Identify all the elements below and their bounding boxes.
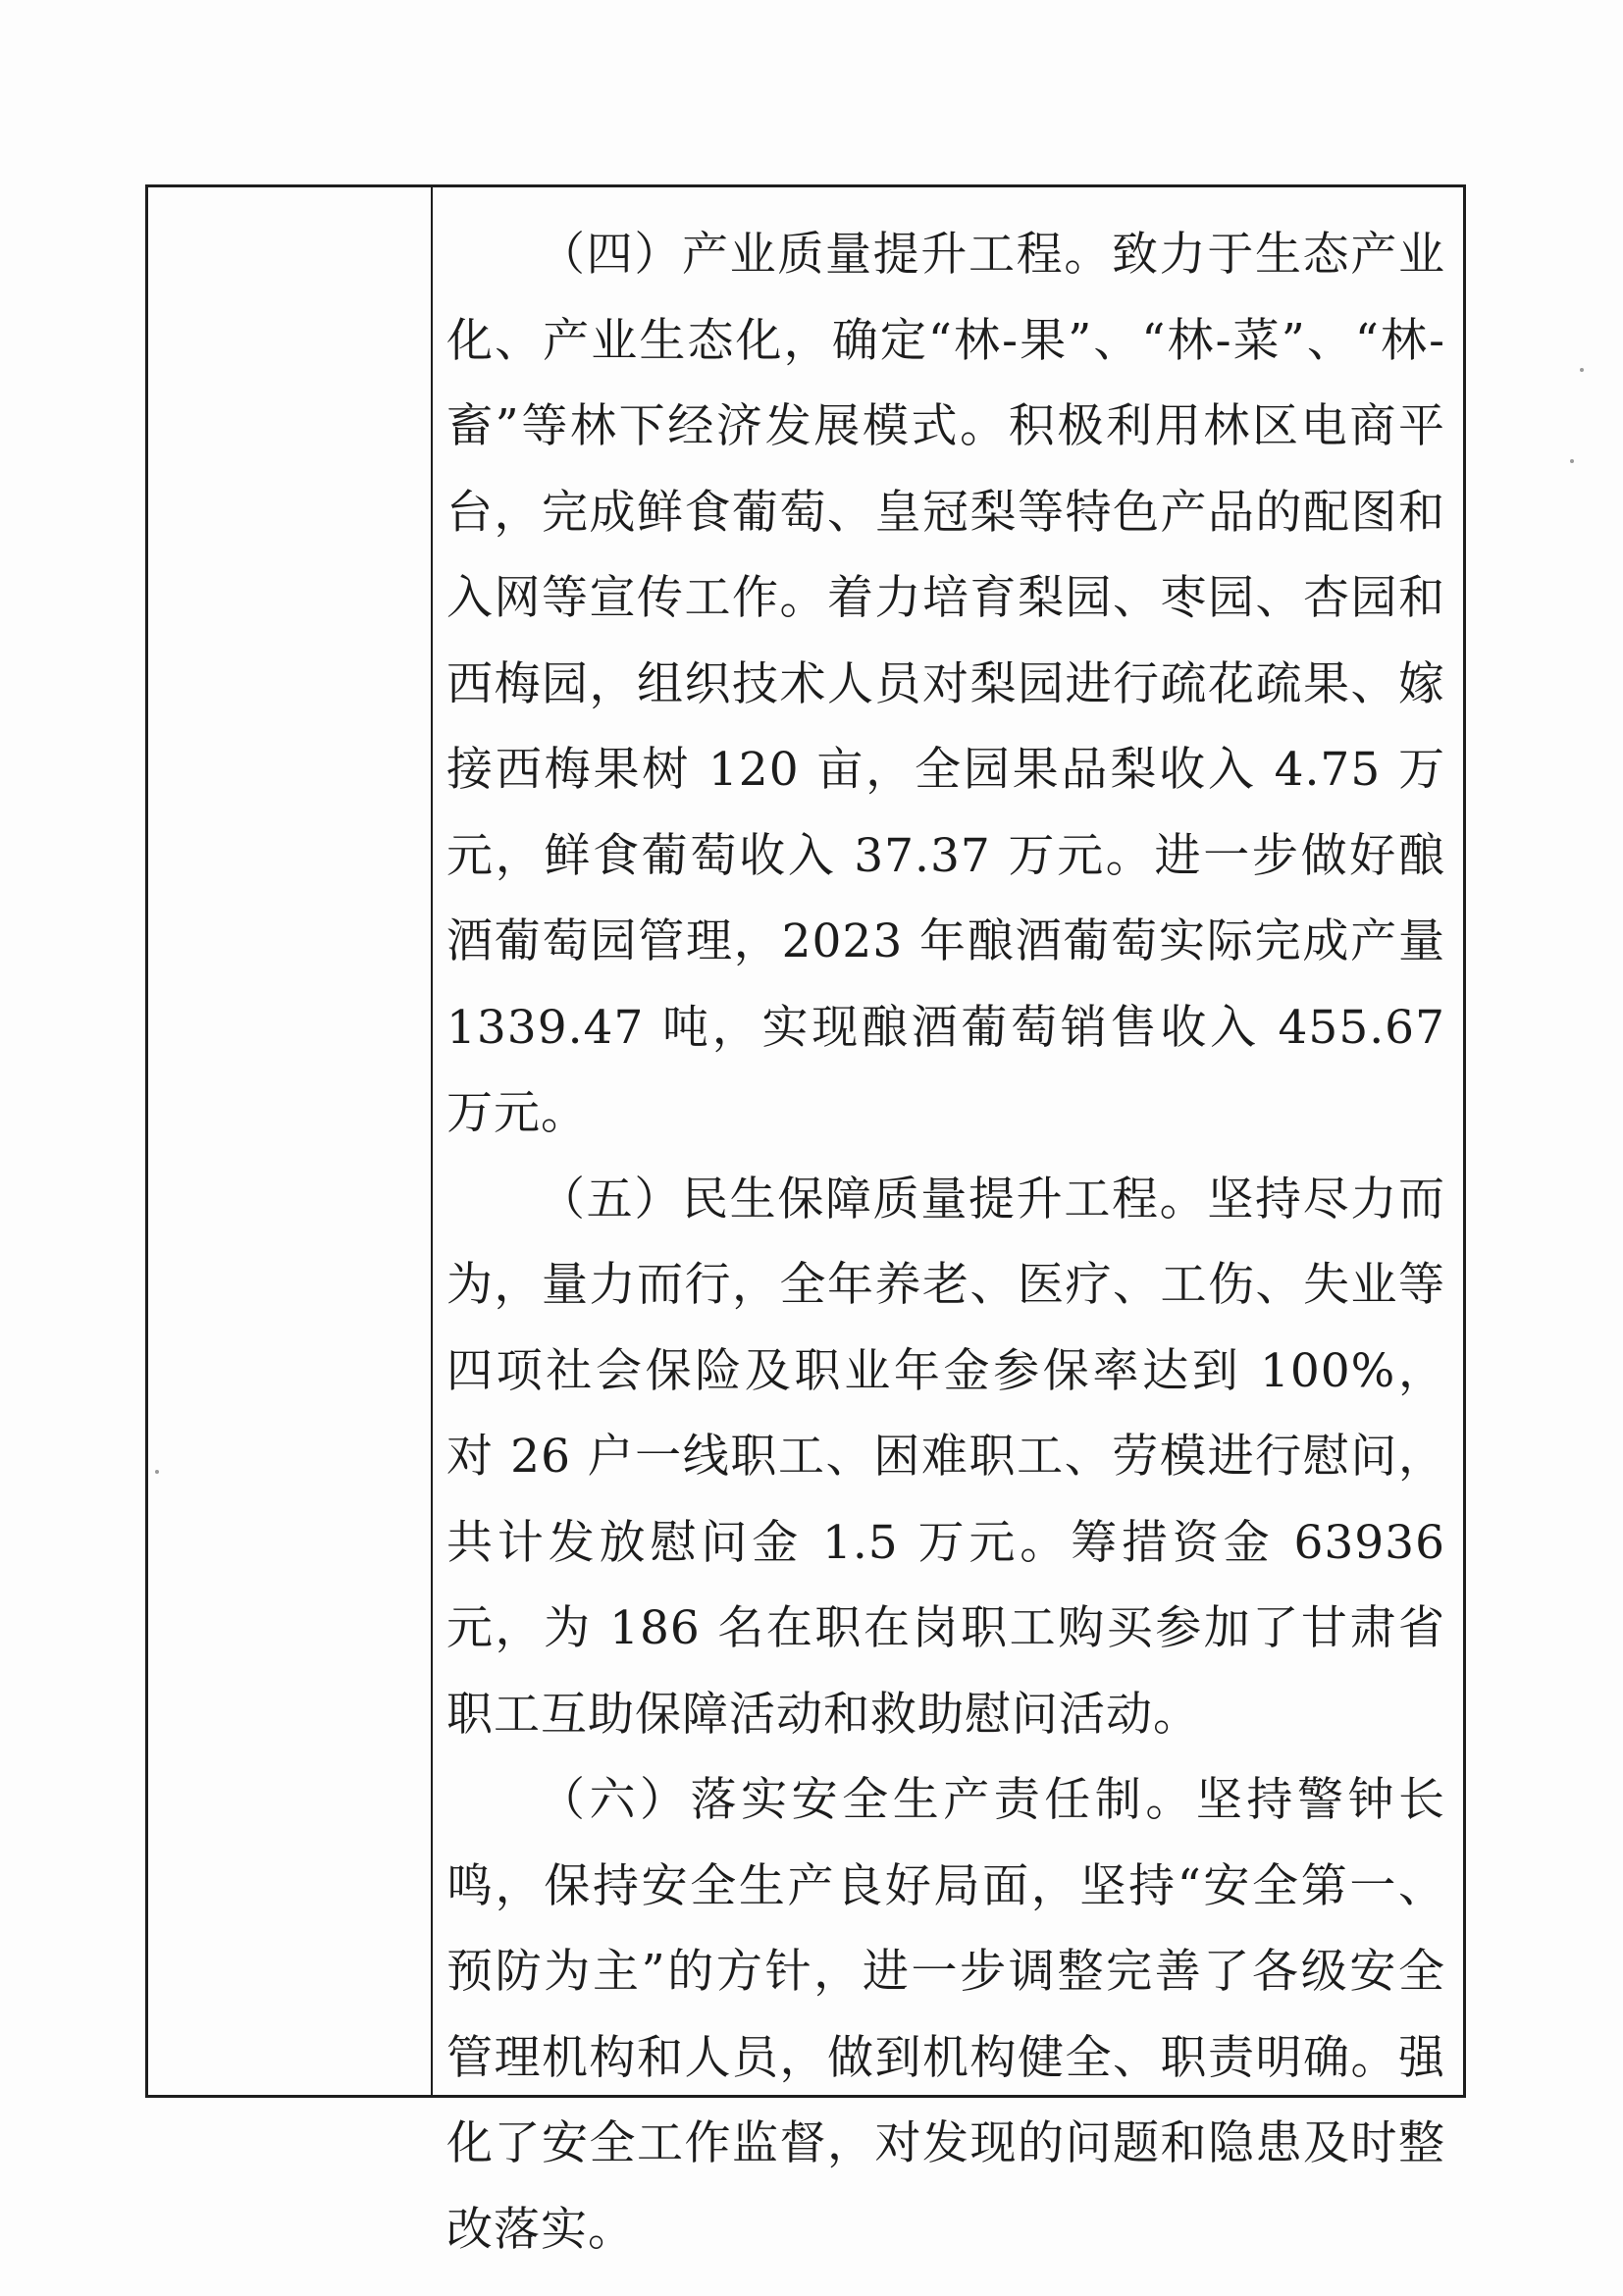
scan-speck bbox=[1580, 368, 1584, 372]
paragraph-industry-quality: （四）产业质量提升工程。致力于生态产业化、产业生态化，确定“林-果”、“林-菜”、“林-畜”等林下经济发展模式。积极利用林区电商平台，完成鲜食葡萄、皇冠梨等特色产品的配图和入网等宣传工作。着力培育梨园、枣园、杏园和西梅园，组织技术人员对梨园进行疏花疏果、嫁接西梅果树 120 亩，全园果品梨收入 4.75 万元，鲜食葡萄收入 37.37 万元。进一步做好酿酒葡萄园管理，2023 年酿酒葡萄实际完成产量 1339.47 吨，实现酿酒葡萄销售收入 455.67 万元。 bbox=[446, 228, 1445, 1140]
scan-speck bbox=[1570, 459, 1574, 463]
paragraph-safety-production: （六）落实安全生产责任制。坚持警钟长鸣，保持安全生产良好局面，坚持“安全第一、预防为主”的方针，进一步调整完善了各级安全管理机构和人员，做到机构健全、职责明确。强化了安全工作监督，对发现的问题和隐患及时整改落实。 bbox=[446, 1773, 1445, 2257]
label-column bbox=[148, 187, 433, 2095]
paragraph-livelihood-security: （五）民生保障质量提升工程。坚持尽力而为，量力而行，全年养老、医疗、工伤、失业等四项社会保险及职业年金参保率达到 100%，对 26 户一线职工、困难职工、劳模进行慰问，共计发放慰问金 1.5 万元。筹措资金 63936 元，为 186 名在职在岗职工购买参加了甘肃省职工互助保障活动和救助慰问活动。 bbox=[446, 1172, 1445, 1742]
table-frame bbox=[145, 184, 1466, 2257]
content-cell bbox=[433, 187, 1463, 2257]
scan-speck bbox=[155, 1470, 159, 1474]
